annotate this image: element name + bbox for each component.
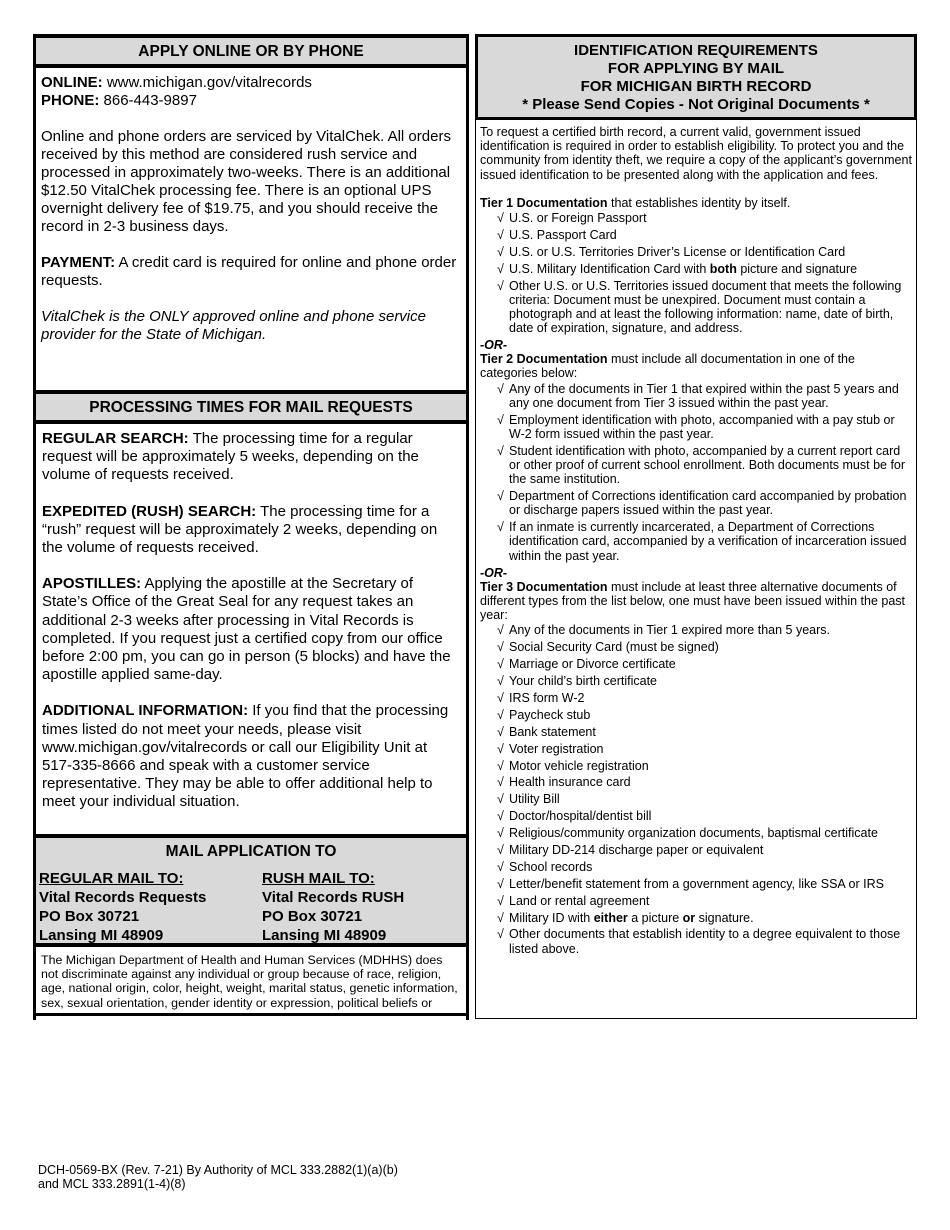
regular-search: REGULAR SEARCH: The processing time for a regular request will be approximately 5 weeks, depending on the volume of requests received. [42,430,419,484]
check-icon: √ [497,910,504,925]
list-item: √ Student identification with photo, accompanied by a current report card or other proof of current school enrollment. Both documents must be for the same institution. [497,443,906,487]
list-item: √ Health insurance card [497,775,631,790]
check-icon: √ [497,520,504,535]
check-icon: √ [497,211,504,226]
list-item: √ Motor vehicle registration [497,758,649,773]
payment-text: A credit card is required for online and phone order requests. [41,254,457,289]
check-icon: √ [497,244,504,259]
phone-number: 866-443-9897 [99,92,197,109]
tier3-heading: Tier 3 Documentation must include at least three alternative documents of different types from the list below, one must have been issued within the past year: [480,579,906,623]
tier2-list [480,382,912,563]
check-icon: √ [497,278,504,293]
list-item: √ Bank statement [497,724,596,739]
list-item: √ Social Security Card (must be signed) [497,640,719,655]
form-authority: and MCL 333.2891(1-4)(8) [38,1177,186,1191]
check-icon: √ [497,758,504,773]
check-icon: √ [497,227,504,242]
list-item: √ Employment identification with photo, accompanied with a pay stub or W-2 form issued within the past year. [497,412,895,441]
list-item: √ Letter/benefit statement from a government agency, like SSA or IRS [497,876,884,891]
list-item: √ Land or rental agreement [497,893,650,908]
payment-label: PAYMENT: [41,254,116,271]
check-icon: √ [497,623,504,638]
check-icon: √ [497,842,504,857]
check-icon: √ [497,690,504,705]
list-item: √ Any of the documents in Tier 1 expired more than 5 years. [497,623,831,638]
check-icon: √ [497,893,504,908]
nondiscrimination-notice: The Michigan Department of Health and Human Services (MDHHS) does not discriminate against any individual or group because of race, religion, age, national origin, color, height, weight, marital status, genetic information, sex, sexual orientation, gender identity or expression, political beliefs or [36,947,466,1016]
check-icon: √ [497,640,504,655]
list-item: √ U.S. or Foreign Passport [497,211,647,226]
list-item: √ Your child’s birth certificate [497,674,657,689]
list-item: √ U.S. Passport Card [497,227,617,242]
service-text: Online and phone orders are serviced by VitalChek. All orders received by this method are considered rush service and processed in approximately two-weeks. There is an additional $12.50 VitalChek processing fee. There is an optional UPS overnight delivery fee of $19.75, and you should receive the record in 2-3 business days. [41,128,451,235]
list-item: √ Other documents that establish identity to a degree equivalent to those listed above. [497,927,901,956]
tier3-list [480,623,912,955]
mail-title: MAIL APPLICATION TO [165,843,337,860]
rush-mail-address: RUSH MAIL TO: Vital Records RUSH PO Box 30721 Lansing MI 48909 [262,870,405,944]
list-item: √ If an inmate is currently incarcerated, a Department of Corrections identification card, accompanied by a verification of incarceration issued within the past year. [497,520,907,563]
check-icon: √ [497,775,504,790]
list-item: √ Paycheck stub [497,707,591,722]
id-requirements-header: IDENTIFICATION REQUIREMENTS FOR APPLYING BY MAIL FOR MICHIGAN BIRTH RECORD * Please Send Copies - Not Original Documents * [475,34,917,120]
check-icon: √ [497,707,504,722]
list-item: √ Voter registration [497,741,604,756]
check-icon: √ [497,261,504,276]
tier2-heading: Tier 2 Documentation must include all documentation in one of the categories below: [480,352,855,381]
list-item: √ Doctor/hospital/dentist bill [497,809,652,824]
list-item: √ Military ID with either a picture or signature. [497,910,754,925]
check-icon: √ [497,443,504,458]
mail-application-box [36,834,466,947]
expedited-search: EXPEDITED (RUSH) SEARCH: The processing time for a “rush” request will be approximately 2 weeks, depending on the volume of requests received. [42,502,438,557]
check-icon: √ [497,792,504,807]
list-item: √ Military DD-214 discharge paper or equivalent [497,842,764,857]
tier1-list [480,211,912,335]
phone-label: PHONE: [41,92,100,109]
list-item: √ Utility Bill [497,792,560,807]
check-icon: √ [497,381,504,396]
list-item: √ U.S. Military Identification Card with both picture and signature [497,261,858,276]
vitalchek-note: VitalChek is the ONLY approved online and phone service provider for the State of Michigan. [41,308,426,343]
check-icon: √ [497,674,504,689]
list-item: √ IRS form W-2 [497,690,585,705]
left-column [33,34,469,1020]
list-item: √ School records [497,859,593,874]
check-icon: √ [497,809,504,824]
list-item: √ Department of Corrections identification card accompanied by probation or discharge papers issued within the past year. [497,489,907,518]
additional-information: ADDITIONAL INFORMATION: If you find that the processing times listed do not meet your needs, please visit www.michigan.gov/vitalrecords or call our Eligibility Unit at 517-335-8666 and speak with a customer service representative. They may be able to offer additional help to meet your individual situation. [42,702,449,811]
list-item: √ Other U.S. or U.S. Territories issued document that meets the following criteria: Document must be unexpired. Document must contain a photograph and at least the following information: name, date of birth, date of expiration, signature, and address. [497,278,902,336]
or-separator: -OR- [480,338,508,353]
tier1-heading: Tier 1 Documentation that establishes identity by itself. [480,195,791,210]
or-separator: -OR- [480,565,508,580]
check-icon: √ [497,489,504,504]
check-icon: √ [497,927,504,942]
check-icon: √ [497,859,504,874]
apply-section [36,68,466,390]
online-url: www.michigan.gov/vitalrecords [102,74,312,91]
apostilles: APOSTILLES: Applying the apostille at the Secretary of State’s Office of the Great Seal for any request takes an additional 2-3 weeks after processing in Vital Records is completed. If you request just a certified copy from our office before 2:00 pm, you can go in person (5 blocks) and have the apostille applied same-day. [42,575,451,684]
check-icon: √ [497,412,504,427]
check-icon: √ [497,724,504,739]
processing-header: PROCESSING TIMES FOR MAIL REQUESTS [36,390,466,424]
list-item: √ U.S. or U.S. Territories Driver’s License or Identification Card [497,244,846,259]
check-icon: √ [497,876,504,891]
list-item: √ Marriage or Divorce certificate [497,657,676,672]
check-icon: √ [497,741,504,756]
check-icon: √ [497,826,504,841]
processing-section [36,424,466,834]
list-item: √ Any of the documents in Tier 1 that expired within the past 5 years and any one document from Tier 3 issued within the past year. [497,381,899,410]
form-footer [38,1163,398,1191]
form-number: DCH-0569-BX (Rev. 7-21) By Authority of MCL 333.2882(1)(a)(b) [38,1163,398,1177]
intro-text: To request a certified birth record, a current valid, government issued identification is required in order to establish eligibility. To protect you and the community from identity theft, we require a copy of the applicant’s government issued identification to be presented along with the application and fees. [480,125,912,182]
apply-header: APPLY ONLINE OR BY PHONE [36,34,466,68]
regular-mail-address: REGULAR MAIL TO: Vital Records Requests PO Box 30721 Lansing MI 48909 [39,870,207,944]
online-label: ONLINE: [41,74,103,91]
id-requirements-body [476,120,916,956]
right-column [475,34,917,1019]
list-item: √ Religious/community organization documents, baptismal certificate [497,826,878,841]
check-icon: √ [497,657,504,672]
